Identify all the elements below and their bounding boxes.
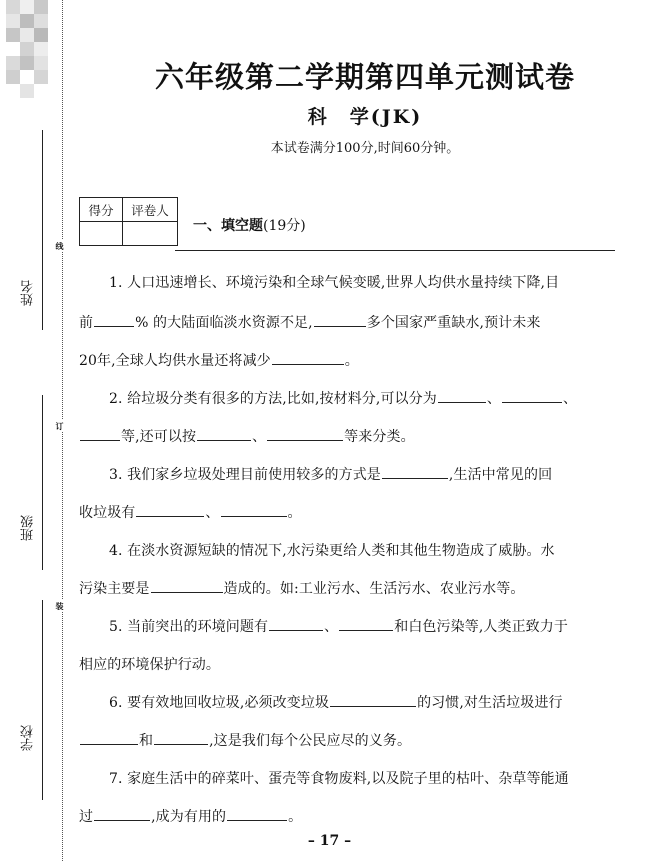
q2-blank-5[interactable] [267,428,343,441]
q7-line2: 过 ,成为有用的 。 [79,809,303,825]
section-heading [193,215,306,235]
q2-blank-4[interactable] [197,428,251,441]
school-line [42,600,43,800]
school-label: 学校 [21,725,36,751]
q3-blank-1[interactable] [382,466,448,479]
grader-header: 评卷人 [123,198,178,222]
page-number: – 17 – [307,833,352,849]
section-points: (19分) [263,218,306,234]
q3-line1: 3. 我们家乡垃圾处理目前使用较多的方式是 ,生活中常见的回 [109,467,553,483]
q5-line1: 5. 当前突出的环境问题有 、 和白色污染等,人类正致力于 [109,619,568,635]
q6-line2: 和 ,这是我们每个公民应尽的义务。 [79,730,615,750]
q7-blank-1[interactable] [94,808,150,821]
score-header: 得分 [80,198,123,222]
subject-title: 科 学(JK) [307,106,423,128]
class-line [42,395,43,570]
q1-line1: 1. 人口迅速增长、环境污染和全球气候变暖,世界人均供水量持续下降,目 [109,275,560,291]
class-label: 班级 [21,515,36,541]
q2-blank-1[interactable] [438,390,486,403]
page-title: 六年级第二学期第四单元测试卷 [154,60,575,94]
grader-cell[interactable] [123,222,178,246]
name-label: 姓名 [21,280,36,306]
score-cell[interactable] [80,222,123,246]
q1-line3: 20年,全球人均供水量还将减少 。 [79,353,359,369]
bind-char-order: 订 [55,422,65,430]
q6-line1: 6. 要有效地回收垃圾,必须改变垃圾 的习惯,对生活垃圾进行 [109,695,563,711]
q5-blank-2[interactable] [339,618,393,631]
bind-char-line: 线 [55,242,65,250]
q5-line2: 相应的环境保护行动。 [79,657,220,673]
q4-line2: 污染主要是 造成的。如:工业污水、生活污水、农业污水等。 [79,581,525,597]
q6-blank-3[interactable] [154,732,208,745]
q6-blank-1[interactable] [330,694,416,707]
q1-blank-3[interactable] [272,352,344,365]
q3-blank-2[interactable] [136,504,204,517]
q1-blank-2[interactable] [314,314,366,327]
corner-pattern [6,0,62,120]
q1-line2: 前 % 的大陆面临淡水资源不足, 多个国家严重缺水,预计未来 [79,315,541,331]
q3-line2: 收垃圾有 、 。 [79,505,302,521]
q4-blank-1[interactable] [151,580,223,593]
q2-blank-2[interactable] [502,390,562,403]
score-box [79,197,178,246]
bind-char-bind: 装 [55,602,65,610]
q2-line1: 2. 给垃圾分类有很多的方法,比如,按材料分,可以分为 、 、 [109,391,578,407]
q2-line2: 等,还可以按 、 等来分类。 [79,426,615,446]
binding-strip [0,0,72,861]
q4-line1: 4. 在淡水资源短缺的情况下,水污染更给人类和其他生物造成了威胁。水 [109,543,555,559]
exam-info: 本试卷满分100分,时间60分钟。 [270,141,460,156]
q7-blank-2[interactable] [227,808,287,821]
q3-blank-3[interactable] [221,504,287,517]
section-title: 一、填空题 [193,218,263,234]
q1-blank-1[interactable] [94,314,134,327]
name-line [42,130,43,330]
q7-line1: 7. 家庭生活中的碎菜叶、蛋壳等食物废料,以及院子里的枯叶、杂草等能通 [109,771,569,787]
q5-blank-1[interactable] [269,618,323,631]
section-divider [175,250,615,251]
q2-blank-3[interactable] [80,428,120,441]
q6-blank-2[interactable] [80,732,138,745]
